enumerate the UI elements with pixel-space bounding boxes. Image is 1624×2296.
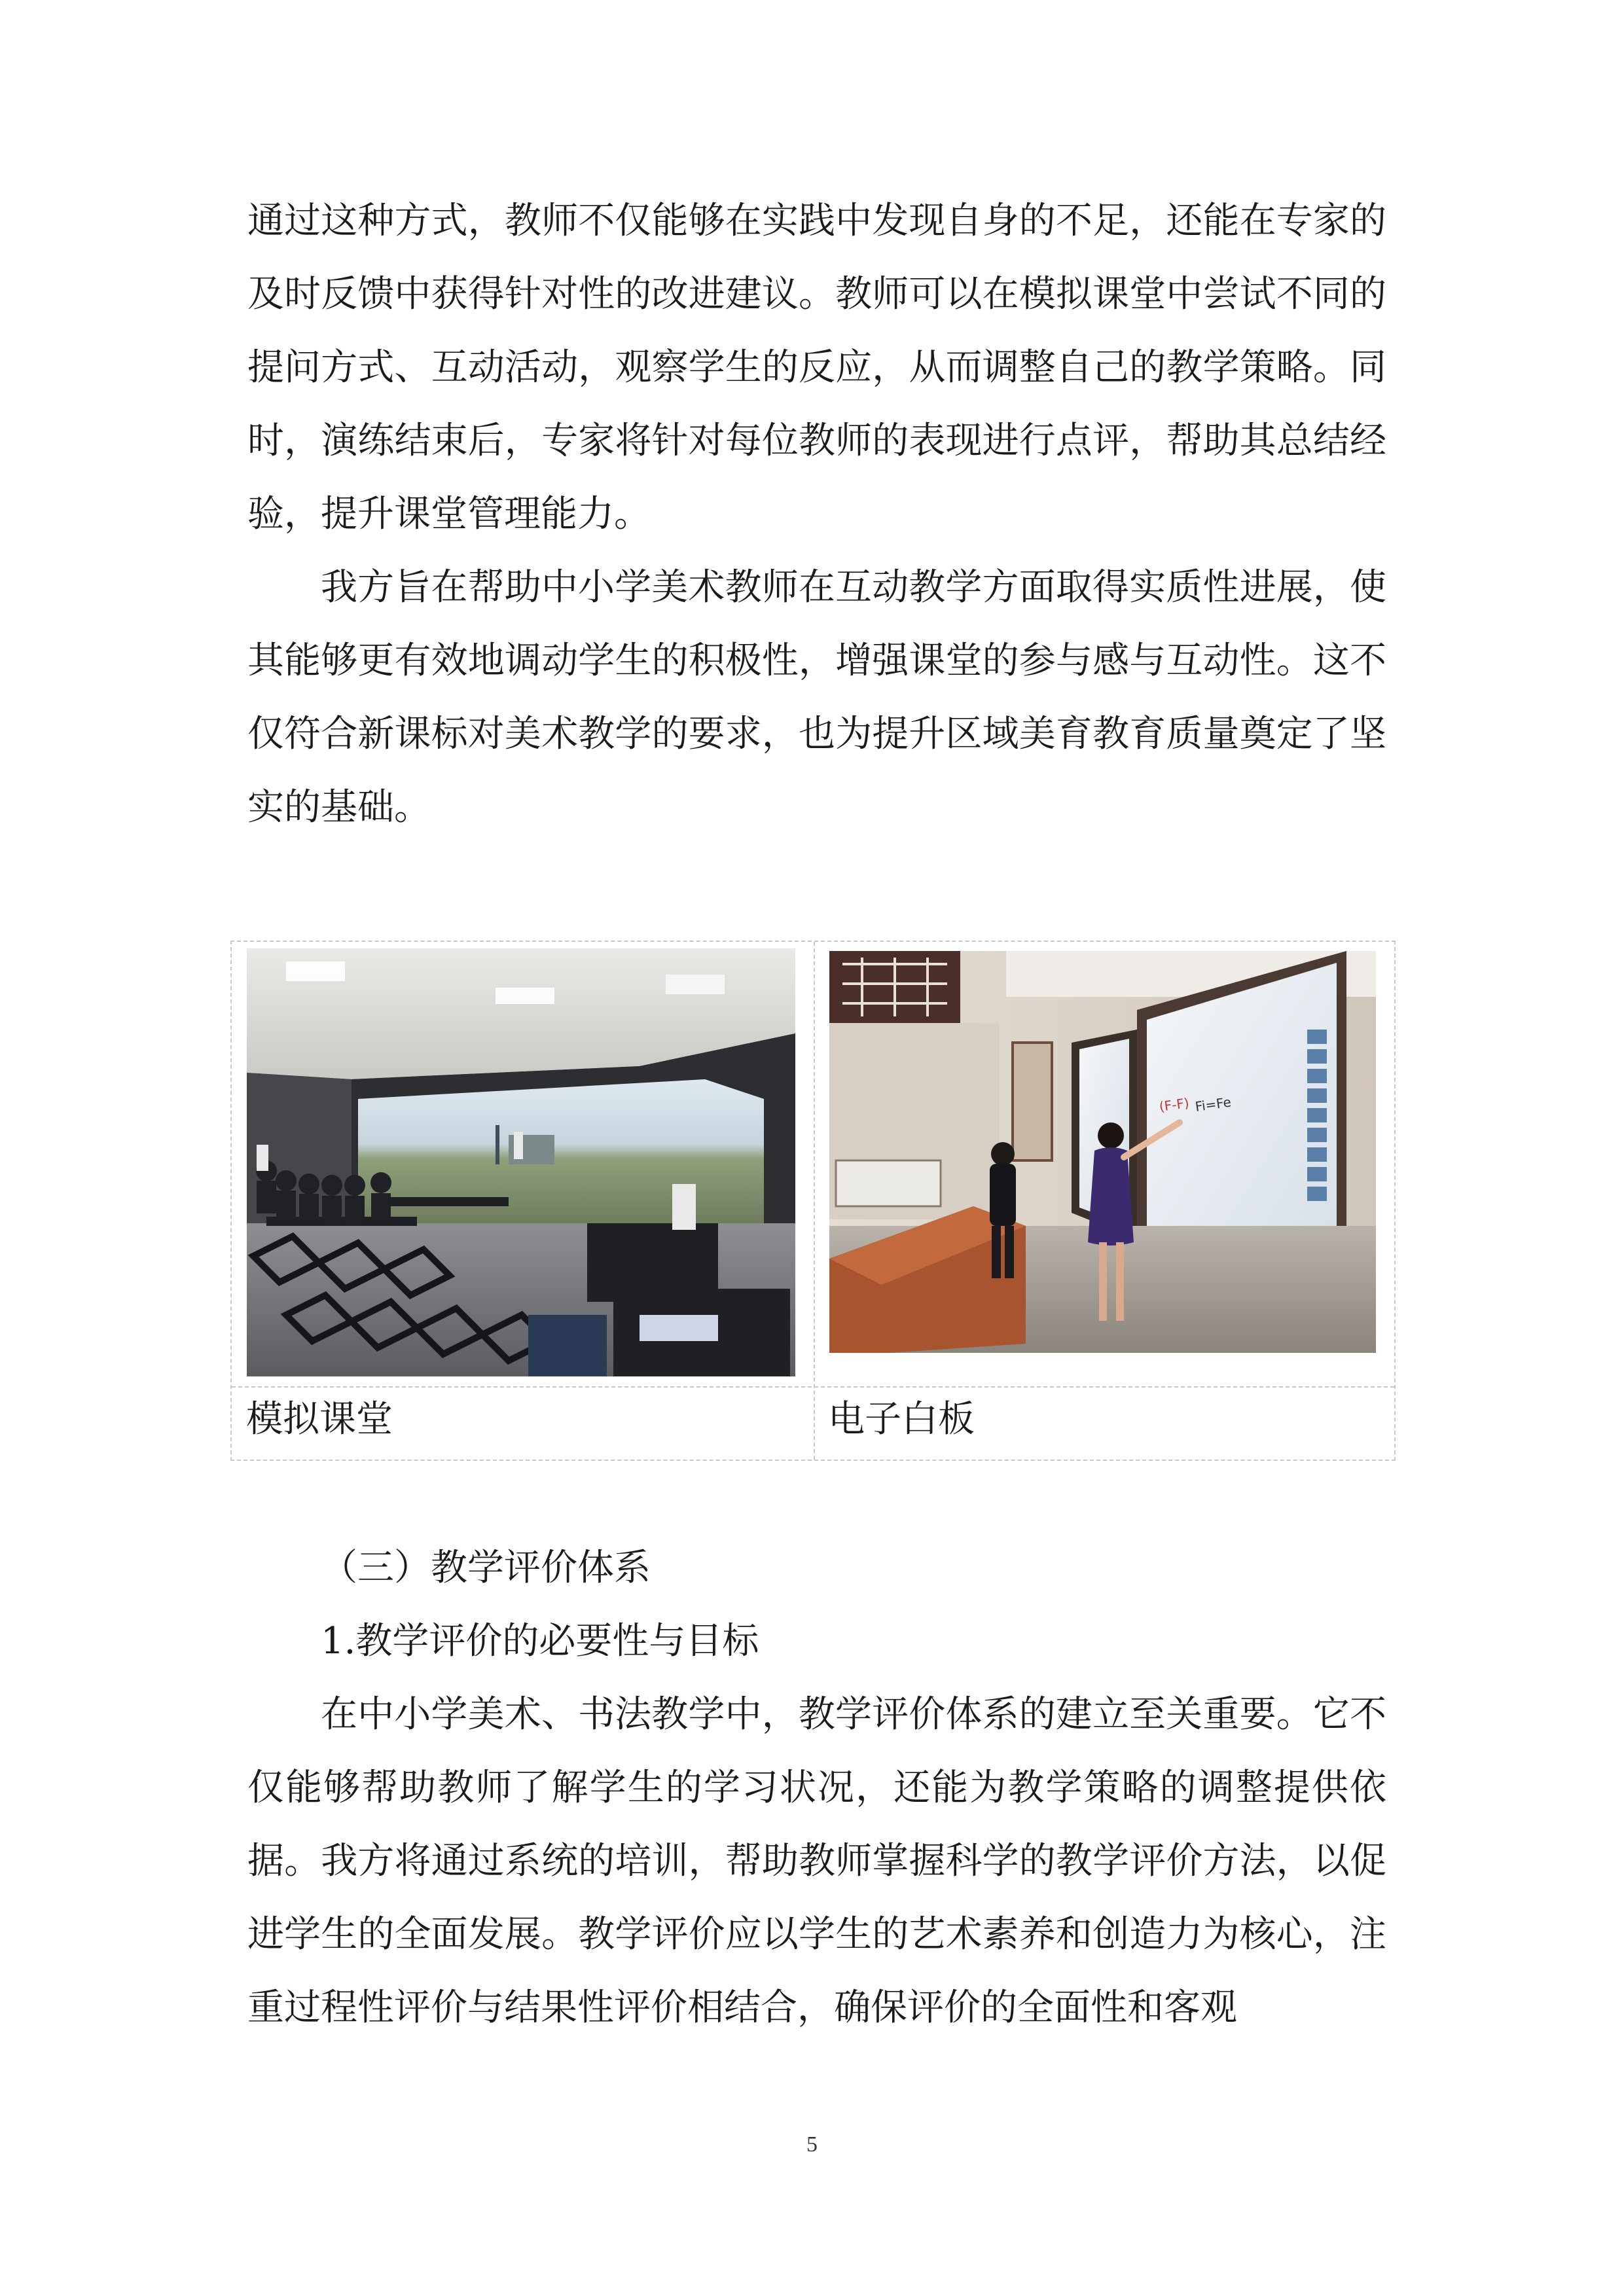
caption-electronic-whiteboard: 电子白板: [828, 1398, 975, 1441]
caption-simulated-classroom: 模拟课堂: [246, 1398, 393, 1441]
paragraph-practice-feedback: 通过这种方式，教师不仅能够在实践中发现自身的不足，还能在专家的及时反馈中获得针对性的改进建议。教师可以在模拟课堂中尝试不同的提问方式、互动活动，观察学生的反应，从而调整自己的教学策略。同时，演练结束后，专家将针对每位教师的表现进行点评，帮助其总结经验，提升课堂管理能力。: [247, 200, 1386, 535]
simulated-classroom-photo: [247, 948, 795, 1376]
page-number: 5: [806, 2132, 818, 2157]
svg-text:Fi=Fe: Fi=Fe: [1194, 1094, 1233, 1115]
section-heading: （三）教学评价体系: [321, 1547, 651, 1589]
electronic-whiteboard-photo: [829, 951, 1376, 1353]
figure-table: [230, 941, 1396, 1461]
paragraph-interactive-teaching-goal: 我方旨在帮助中小学美术教师在互动教学方面取得实质性进展，使其能够更有效地调动学生的积极性，增强课堂的参与感与互动性。这不仅符合新课标对美术教学的要求，也为提升区域美育教育质量奠定了坚实的基础。: [247, 566, 1386, 829]
paragraph-evaluation-system: 在中小学美术、书法教学中，教学评价体系的建立至关重要。它不仅能够帮助教师了解学生的学习状况，还能为教学策略的调整提供依据。我方将通过系统的培训，帮助教师掌握科学的教学评价方法，以促进学生的全面发展。教学评价应以学生的艺术素养和创造力为核心，注重过程性评价与结果性评价相结合，确保评价的全面性和客观: [247, 1693, 1386, 2029]
svg-text:(F-F): (F-F): [1158, 1094, 1191, 1115]
table-divider-horizontal: [232, 1386, 1394, 1388]
table-divider-vertical: [814, 942, 815, 1460]
subsection-heading: 1.教学评价的必要性与目标: [321, 1620, 759, 1662]
